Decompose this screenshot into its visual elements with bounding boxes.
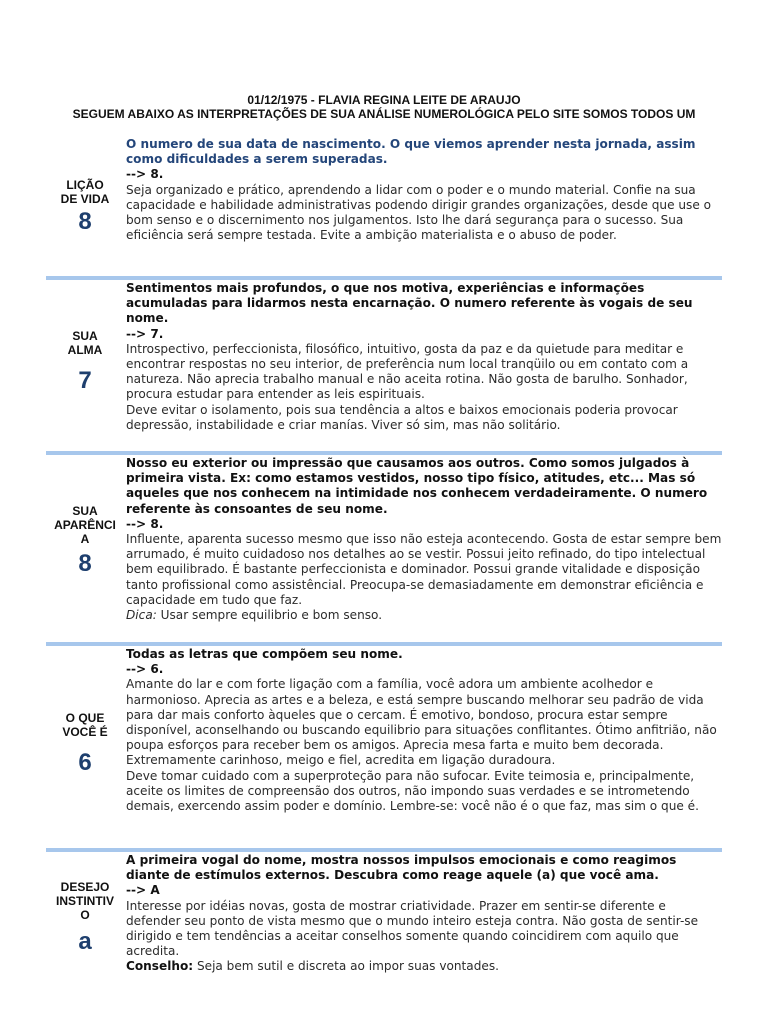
tip-label: Dica: (126, 608, 157, 623)
section-content (126, 456, 722, 623)
section-answer: --> 7. (126, 326, 164, 341)
label-line: SUA (72, 504, 98, 518)
section-content (126, 137, 722, 243)
section-licao-de-vida (46, 137, 722, 265)
label-line: SUA (72, 329, 98, 343)
tip-text: Usar sempre equilibrio e bom senso. (156, 608, 383, 623)
section-content (126, 281, 722, 433)
section-o-que-voce-e (46, 647, 722, 842)
section-question: Sentimentos mais profundos, o que nos motiva, experiências e informações acumuladas para lidarmos nesta encarnação. O numero referente às vogais de seu nome. (126, 281, 693, 326)
section-number: 7 (78, 367, 92, 394)
section-tip (126, 608, 722, 623)
label-line: ALMA (67, 343, 103, 357)
label-line: INSTINTIV (55, 894, 114, 908)
label-line: VOCÊ É (62, 725, 108, 739)
label-line: A (80, 532, 90, 546)
section-paragraph: Interesse por idéias novas, gosta de mostrar criatividade. Prazer em sentir-se diferente e defender seu ponto de vista mesmo que o mundo inteiro esteja contra. Não gosta de sentir-se dirigido e tem tendências a aceitar conselhos somente quando coincidirem com aquilo que acredita. (126, 898, 699, 959)
section-divider (46, 276, 722, 280)
section-paragraph: Introspectivo, perfeccionista, filosófico, intuitivo, gosta da paz e da quietude para meditar e encontrar respostas no seu interior, de preferência num local tranqüilo ou em contato com a natureza. Não aprecia trabalho manual e não aceita rotina. Não gosta de barulho. Sonhador, procura estudar para entender as leis espirituais. (126, 341, 689, 402)
section-paragraph: Seja organizado e prático, aprendendo a lidar com o poder e o mundo material. Confie na sua capacidade e habilidade administrativas podendo dirigir grandes organizações, desde que use o bom senso e o discernimento nos julgamentos. Isto lhe dará segurança para o sucesso. Sua eficiência será sempre testada. Evite a ambição materialista e o abuso de poder. (126, 182, 712, 243)
section-question: Todas as letras que compõem seu nome. (126, 647, 403, 661)
section-divider (46, 451, 722, 455)
section-label (46, 880, 124, 956)
section-label (46, 329, 124, 395)
section-paragraph: Deve tomar cuidado com a superproteção para não sufocar. Evite teimosia e, principalmente, aceite os limites de compreensão dos outros, não impondo suas verdades e se intrometendo demais, exercendo assim poder e domínio. Lembre-se: você não é o que faz, mas sim o que é. (126, 768, 699, 814)
label-line: DESEJO (60, 880, 110, 894)
section-divider (46, 642, 722, 646)
section-answer: --> 6. (126, 662, 164, 677)
section-sua-alma (46, 281, 722, 446)
label-line: APARÊNCI (54, 518, 116, 532)
section-question: Nosso eu exterior ou impressão que causamos aos outros. Como somos julgados à primeira vista. Ex: como estamos vestidos, nosso tipo físico, atitudes, etc... Mas só aqueles que nos conhecem na intimidade nos conhecem verdadeiramente. O numero referente às consoantes de seu nome. (126, 456, 708, 516)
section-answer: --> A (126, 883, 160, 898)
label-line: O (80, 908, 90, 922)
section-content (126, 647, 722, 814)
label-line: O QUE (65, 711, 105, 725)
section-label (46, 178, 124, 236)
section-number: 8 (78, 550, 92, 577)
advice-text: Seja bem sutil e discreta ao impor suas vontades. (193, 959, 499, 974)
document-header (0, 93, 768, 121)
section-paragraph: Influente, aparenta sucesso mesmo que isso não esteja acontecendo. Gosta de estar sempre bem arrumado, é muito cuidadoso nos detalhes ao se vestir. Possui jeito refinado, do tipo intelectual bem equilibrado. É bastante perfeccionista e dominador. Possui grande vitalidade e disposição tanto profissional como assistêncial. Preocupa-se demasiadamente em demonstrar eficiência e capacidade em tudo que faz. (126, 532, 722, 607)
section-answer: --> 8. (126, 516, 164, 531)
label-line: DE VIDA (60, 192, 110, 206)
header-subtitle: SEGUEM ABAIXO AS INTERPRETAÇÕES DE SUA ANÁLISE NUMEROLÓGICA PELO SITE SOMOS TODOS UM (72, 107, 696, 121)
section-question: A primeira vogal do nome, mostra nossos impulsos emocionais e como reagimos diante de estímulos externos. Descubra como reage aquele (a) que você ama. (126, 853, 677, 883)
advice-label: Conselho: (126, 959, 194, 974)
section-desejo-instintivo (46, 853, 722, 983)
section-advice (126, 959, 722, 974)
section-paragraph: Amante do lar e com forte ligação com a família, você adora um ambiente acolhedor e harmonioso. Aprecia as artes e a beleza, e está sempre buscando melhorar seu padrão de vida para dar mais conforto àqueles que o cercam. É emotivo, bondoso, procura estar sempre disponível, aconselhando ou buscando equilibrio para situações conflitantes. Ótimo anfitrião, não poupa esforços para receber bem os amigos. Aprecia mesa farta e muito bem decorada. Extremamente carinhoso, meigo e fiel, acredita em ligação duradoura. (126, 677, 717, 768)
section-divider (46, 848, 722, 852)
section-sua-aparencia (46, 456, 722, 636)
header-date-name: 01/12/1975 - FLAVIA REGINA LEITE DE ARAUJO (247, 93, 521, 107)
section-label (46, 711, 124, 777)
section-number: a (78, 928, 92, 955)
section-label (46, 504, 124, 578)
section-paragraph: Deve evitar o isolamento, pois sua tendência a altos e baixos emocionais poderia provocar depressão, instabilidade e criar manías. Viver só sim, mas não solitário. (126, 402, 678, 432)
label-line: LIÇÃO (66, 178, 104, 192)
section-content (126, 853, 722, 975)
section-question: O numero de sua data de nascimento. O que viemos aprender nesta jornada, assim como dificuldades a serem superadas. (126, 137, 696, 167)
section-answer: --> 8. (126, 167, 164, 182)
section-number: 6 (78, 749, 92, 776)
section-number: 8 (78, 208, 92, 235)
